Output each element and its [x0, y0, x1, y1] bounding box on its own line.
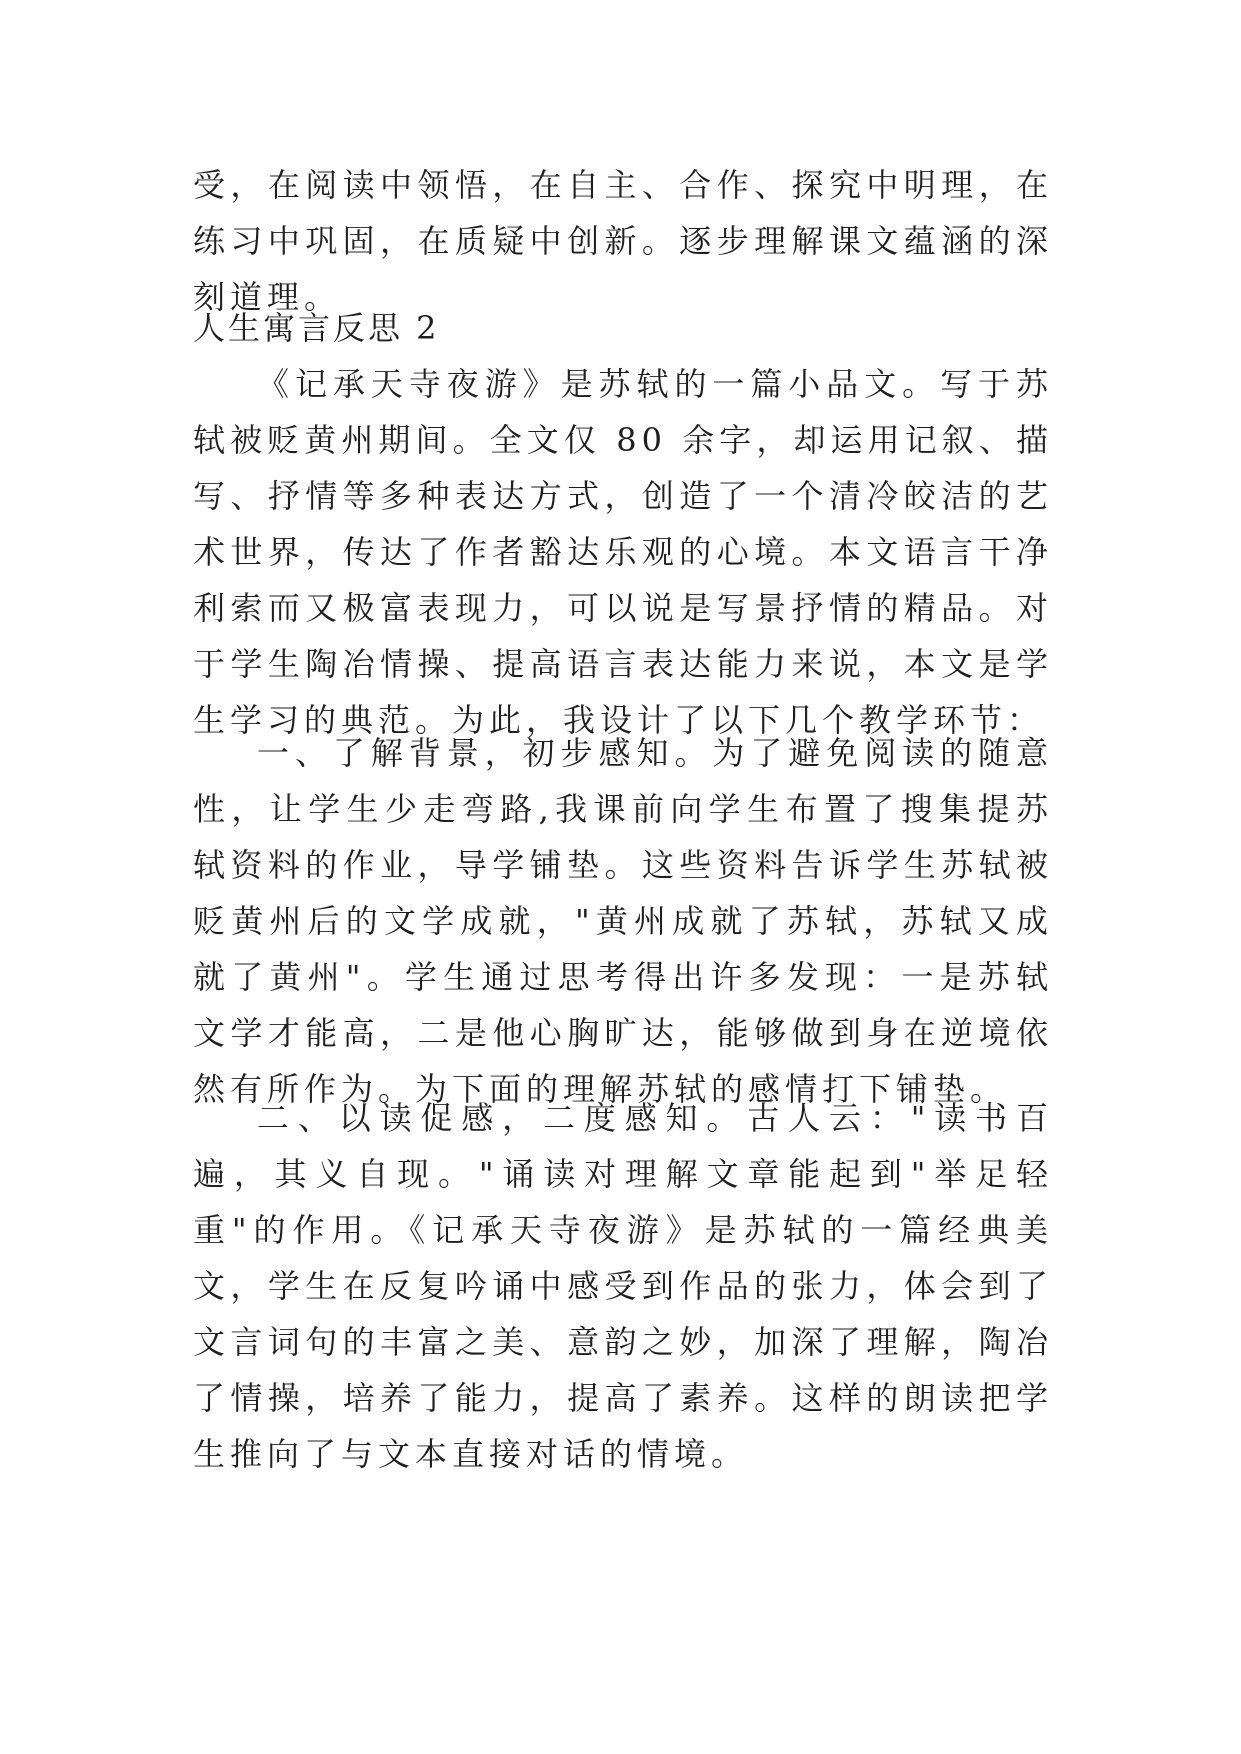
- continuation-paragraph: 受，在阅读中领悟，在自主、合作、探究中明理，在练习中巩固，在质疑中创新。逐步理解课文蕴涵的深刻道理。: [193, 166, 1053, 316]
- paragraph-intro: 《记承天寺夜游》是苏轼的一篇小品文。写于苏轼被贬黄州期间。全文仅 80 余字，却运用记叙、描写、抒情等多种表达方式，创造了一个清冷皎洁的艺术世界，传达了作者豁达乐观的心境。本文语言干净利索而又极富表现力，可以说是写景抒情的精品。对于学生陶冶情操、提高语言表达能力来说，本文是学生学习的典范。为此，我设计了以下几个教学环节：: [193, 365, 1053, 739]
- section-title: 人生寓言反思 2: [193, 309, 440, 347]
- paragraph-step-one: 一、了解背景，初步感知。为了避免阅读的随意性，让学生少走弯路,我课前向学生布置了搜集提苏轼资料的作业，导学铺垫。这些资料告诉学生苏轼被贬黄州后的文学成就，"黄州成就了苏轼，苏轼又成就了黄州"。学生通过思考得出许多发现：一是苏轼文学才能高，二是他心胸旷达，能够做到身在逆境依然有所作为。为下面的理解苏轼的感情打下铺垫。: [193, 734, 1053, 1108]
- paragraph-step-two: 二、以读促感，二度感知。古人云："读书百遍，其义自现。"诵读对理解文章能起到"举足轻重"的作用。《记承天寺夜游》是苏轼的一篇经典美文，学生在反复吟诵中感受到作品的张力，体会到了文言词句的丰富之美、意韵之妙，加深了理解，陶冶了情操，培养了能力，提高了素养。这样的朗读把学生推向了与文本直接对话的情境。: [193, 1099, 1053, 1473]
